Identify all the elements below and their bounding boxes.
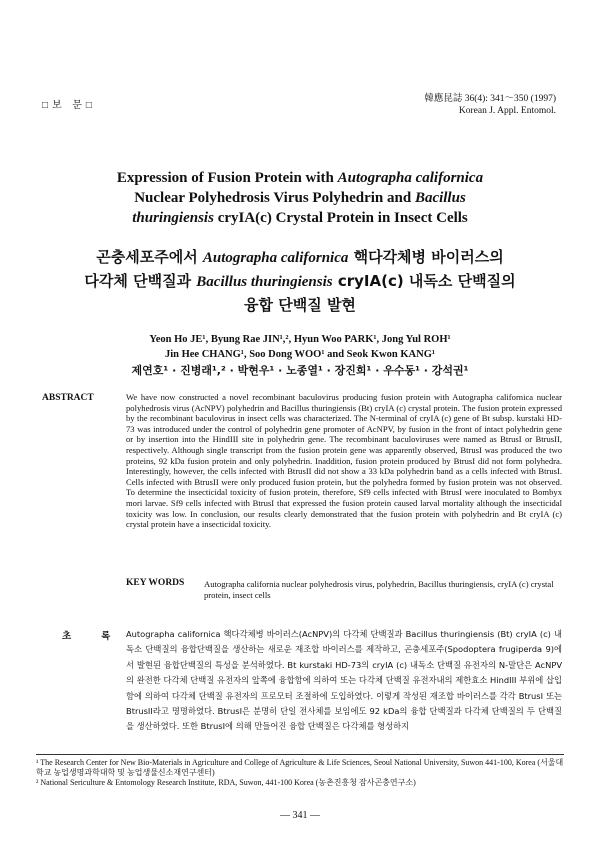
footnote-2: ² National Sericulture & Entomology Research Institute, RDA, Suwon, 441-100 Korea (농촌진흥청 잠사곤충연구소)	[36, 778, 416, 787]
keywords-text: Autographa california nuclear polyhedrosis virus, polyhedrin, Bacillus thuringiensis, cryIA (c) crystal protein, insect cells	[204, 579, 554, 600]
journal-citation	[424, 93, 556, 117]
abstract-text: We have now constructed a novel recombinant baculovirus producing fusion protein with Autographa californica nuclear polyhedrosis virus (AcNPV) polyhedrin and Bacillus thuringiensis (Bt) cryIA (c) crystal protein. The fusion protein expressed by the recombinant baculovirus in insect cells was characterized. The N-terminal of cryIA (c) gene of Bt subsp. kurstaki HD-73 was introduced under the control of polyhedrin gene promoter of AcNPV, by fusion in the front of intact polyhedrin gene or by insertion into the HindIII site in polyhedrin gene. The recombinant baculoviruses were named as BtrusI or BtrusII, respectively. Although single transcript from the fusion protein gene was apparently observed, BtrusI was produced the two proteins, 92 kDa fusion protein and only polyhedrin. Inaddition, fusion protein produced by BtrusI did not form polyhedra. Interestingly, however, the cells infected with BtrusII did not show a 33 kDa polyhedrin band as a cells infected with BtrusI. Cells infected with BtrusII were only produced fusion protein, but the polyhedra formed by fusion protein was not observed. To determine the insecticidal toxicity of fusion protein, therefore, Sf9 cells infected with BtrusI were inoculated to Bombyx mori larvae. Sf9 cells infected with BtrusI that expressed the fusion protein caused larval mortality although the insecticidal toxicity was low. In conclusion, our results clearly demonstrated that the fusion protein with polyhedrin and Bt cryIA (c) crystal protein have a insecticidal toxicity.	[126, 392, 562, 530]
title-text: cryIA(c) Crystal Protein in Insect Cells	[213, 210, 468, 226]
english-title	[60, 168, 540, 228]
title-italic: Bacillus	[414, 190, 466, 206]
citation-line-1: 韓應昆誌 36(4): 341～350 (1997)	[424, 94, 556, 104]
ktitle-text: 융합 단백질 발현	[244, 296, 356, 314]
title-text: Expression of Fusion Protein with	[116, 170, 338, 186]
ktitle-text: 핵다각체병 바이러스의	[348, 248, 504, 266]
title-text: Nuclear Polyhedrosis Virus Polyhedrin and	[134, 190, 415, 206]
ktitle-text: 곤충세포주에서	[96, 248, 203, 266]
korean-abstract-label: 초록	[62, 631, 141, 642]
ktitle-italic: Bacillus thuringiensis	[196, 274, 333, 290]
abstract-label: ABSTRACT	[42, 393, 94, 403]
title-italic: thuringiensis	[132, 210, 214, 226]
ktitle-text: 다각체 단백질과	[84, 272, 197, 290]
ktitle-text: cryIA(c) 내독소 단백질의	[332, 272, 516, 290]
section-label: □보 문□	[42, 100, 96, 111]
author-list	[60, 332, 540, 362]
korean-author-list: 제연호¹ · 진병래¹,² · 박현우¹ · 노종열¹ · 장진희¹ · 우수동¹ · 강석권¹	[131, 364, 469, 377]
authors-line: Jin Hee CHANG¹, Soo Dong WOO¹ and Seok Kwon KANG¹	[164, 349, 436, 360]
page-number: — 341 —	[280, 810, 320, 821]
citation-line-2: Korean J. Appl. Entomol.	[458, 106, 556, 116]
footnote-divider	[36, 754, 564, 755]
footnotes	[36, 758, 566, 788]
ktitle-italic: Autographa californica	[202, 250, 349, 266]
footnote-1: ¹ The Research Center for New Bio-Materials in Agriculture and College of Agriculture & Life Sciences, Seoul National University, Suwon 441-100, Korea (서울대학교 농업생명과학대학 및 농업생물신소재연구센터)	[36, 758, 564, 777]
title-italic: Autographa californica	[337, 170, 484, 186]
korean-title	[40, 246, 560, 317]
authors-line: Yeon Ho JE¹, Byung Rae JIN¹,², Hyun Woo PARK¹, Jong Yul ROH¹	[149, 334, 451, 345]
keywords-label: KEY WORDS	[126, 578, 185, 588]
korean-abstract-text: Autographa californica 핵다각체병 바이러스(AcNPV)의 다각체 단백질과 Bacillus thuringiensis (Bt) cryIA (c) 내독소 단백질의 융합단백질을 생산하는 새로운 재조합 바이러스를 제작하고, 곤충세포주(Spodoptera frugiperda 9)에서 발현된 융합단백질의 특성을 분석하였다. Bt kurstaki HD-73의 cryIA (c) 내독소 단백질 유전자의 N-말단은 AcNPV의 완전한 다각체 단백질 유전자의 앞쪽에 융합함에 의하여 또는 다각체 단백질 유전자내의 제한효소 HindIII 부위에 삽입함에 의하여 다각체 단백질 유전자의 프로모터 조절하에 도입하였다. 이렇게 작성된 재조합 바이러스를 각각 BtrusI 또는 BtrusII라고 명명하였다. BtrusI은 분명히 단일 전사체를 보임에도 92 kDa의 융합 단백질과 다각체 단백질의 두 단백질을 생산하였다. 또한 BtrusI에 의해 만들어진 융합 단백질은 다각체를 형성하지	[126, 629, 562, 732]
